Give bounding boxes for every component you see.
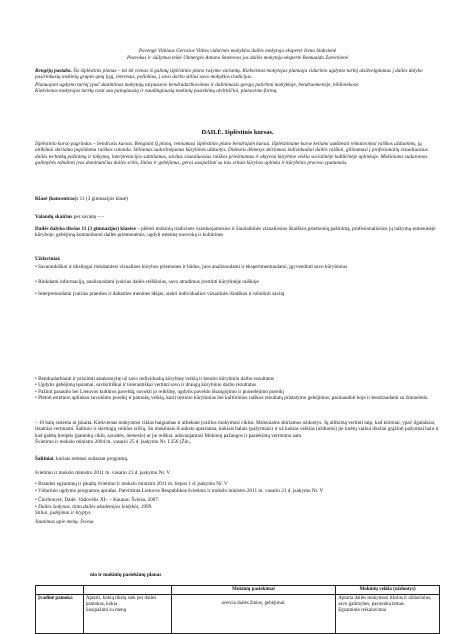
sources-list xyxy=(35,470,440,526)
goal-text: – plėtoti mokinių tradicines vaizduojamosios ir šiuolaikinės vizualiosios išraiškos priemonių pažinimą, profesionaliosios jų taikymą asmeninėje kūryboje, gebėjimą komunikuoti dailės priemonėmis, ugdyti estetinę nuovoką ir kultūrines xyxy=(35,226,436,239)
header-line-2: Pozvokas ir siūlymus teikė Ukmergės Antano Smetonos jos dailės mokytoja ekspertė Romualda Zareckienė xyxy=(126,55,349,61)
task-item: • Savarankiškai ir tikslingai rinkdamiesi vizualines kūrybos priemones ir būdus, juos analizuodami ir eksperimentuodami, įgyvendinti savo kūrybinius xyxy=(35,264,348,270)
class-value: 11 (3 gimnazijos klasė) xyxy=(78,196,129,202)
hours-value: per savaitę – – xyxy=(72,214,104,220)
tasks-title: Uždaviniai: xyxy=(35,256,61,262)
source-item: Stiliai, judėjimai ir kryptys xyxy=(35,510,91,517)
source-item: • Čiurlionytė, Dailė. Vadovėlis XI– – Kaunas: Šviesa, 2007. xyxy=(35,497,160,504)
task-item: • Ugdytis gebėjimą tęsiamai, savikritiškai ir tolerantiškai vertinti savo ir draugų kūrybinio darbo rezultatus xyxy=(35,382,257,389)
task-item: • Plėtoti estetinio aplinkos suvokimo poreikį ir pamokų veiklą, kurti tęstinio kūrybinius bei kultūrinius raiškos rezultatų pristatymo gebėjimus, pasinaudoti koje ir bendraudami su žmonėmis. xyxy=(35,395,429,402)
hours-label: Valandų skaičius xyxy=(35,214,73,220)
table-cell: avercia dailės žinios, gebėjimai. xyxy=(171,595,336,634)
table-header-cell: Mokinių pasiekimai xyxy=(171,586,336,595)
table-cell: Aptarti, kokių tikslų siek per dailės pamokas, kokia Susipažinti su menų xyxy=(83,595,171,634)
assessment-note xyxy=(35,420,440,446)
table-header-cell: Mokinių veikla (užduotys) xyxy=(336,586,440,595)
intro-lead: Rengėjų pastaba. xyxy=(35,68,72,74)
header-line-1: Pavengė Vilniaus Gerosios Vilties vidurinės mokyklos dailės mokytoja ekspertė Irena Stakvienė xyxy=(138,48,337,54)
goal-paragraph xyxy=(35,226,440,239)
sources-title: Šaltiniai xyxy=(35,456,54,462)
assessment-text: – 10 balų sistema ar įskaita. Kiekvienas mokymosi ciklas baigiamas ir atliekant įvairius mokymosi ciklus. Mokiniams skiriamos užduotys. Jų atlikimą vertinti taip, kad kūriniai, ypač ilgalaikiai, išsamiai vertinami. Šaltinio ir skirtingų veiklos sričių. Su mokiniais iš anksto aptariama, kokiais balais (pažymiais) ir už kokias veiklas (užduotis) jie turėtų vaikui tiksliai grąžinti pažymiai balu ir kad galėtų kreiptis (pamokų ciklo, savaitės, mėnesio) ar jie reiškia. adavaujamasi Mokinių pažangos ir pasiekimų vertinimo sam xyxy=(35,420,439,439)
source-item: • Dailės žodynas. tinta dailės akademijos leidykla, 1999. xyxy=(35,503,153,510)
table-row xyxy=(36,595,440,634)
assessment-text-2: Švietimo ir mokslo ministro 2004 m. vasario 25 d. įsakymu Nr. I 256 (Žin., xyxy=(35,439,192,446)
table-header-cell xyxy=(36,586,84,595)
class-line xyxy=(35,196,440,202)
table-header-row xyxy=(36,586,440,595)
source-item: švietimo ir mokslo ministro 2011 m. vasario 21 d. įsakymu Nr. V xyxy=(35,470,171,476)
plan-table xyxy=(35,585,440,634)
course-title: DAILĖ. Išplėstinis kursas. xyxy=(201,129,274,136)
sources-block xyxy=(35,456,440,462)
goal-lead: Dailės dalyko tikslas 11 (3 gimnazijos) klasėse xyxy=(35,226,136,232)
table-cell: Aptaria dailės mokymosi tikslus ir uždavinius, savo galimybes, pasirenka temas. Egzaminio reikalavimai xyxy=(336,595,440,634)
hours-line xyxy=(35,214,440,220)
intro-paragraph xyxy=(35,68,440,95)
tasks-list-2 xyxy=(35,376,440,402)
plan-title: nio ir mokinių pasiekimų planas xyxy=(90,572,162,578)
task-item: • Interpretuodami įvairias praeities ir dabarties menines idėjas, siekti individualios vizualinės išraiškos ir tobulinti savitą xyxy=(35,290,285,297)
source-item: Jaunimas apie meną. Šviesa xyxy=(35,519,94,526)
source-item: • Brandos egzaminų ir įskaitų švietimo ir mokslo ministro 2011 m. liepos 1 d. įsakymu Nr. V xyxy=(35,481,228,488)
tasks-list xyxy=(35,264,440,297)
sources-intro: , kuriais remtasi sudarant programą. xyxy=(53,456,129,462)
task-item: • Bendradarbiauti ir prisiimti atsakomybę už savo individualią kūrybinę veiklą ir bendro kūrybinio darbo rezultatus xyxy=(35,376,274,382)
task-item: • Pažinti pasaulio bei Lietuvos kultūros paveldą, suvokti jo reikšmę, ugdytis paveldo išsaugojimo ir puoselėjimo poreikį xyxy=(35,388,284,395)
task-item: • Rinkdami informaciją, analizuodami įvairius dailės reiškinius, savo atradimus įvertinti kūrybinėje raiškoje xyxy=(35,279,259,286)
source-item: • Vidurinio ugdymo programos aprašas. Patvirtinta Lietuvos Respublikos švietimo ir mokslo ministro 2011 m. vasario 21 d. įsakymu Nr. V xyxy=(35,487,324,494)
course-description: Išplėstinio kurso pagrindas – bendrasis kursas. Rengiant šį planą, remiamasi išplėstinio plano bendrajam kursui. Išplėstiniame kurse keliami aukštesni reikalavimai raiškos užduotims, jų atlikimui skiriama papildoma raiškos valanda. Stiliamas sudarinėjamas kūrybinės užduotys. Didesnis dėmesys skiriamas individualiai dailės raiškai, gilinamasi į profesionalių vizualiuosius dailės technikų pažinimą ir taikymą, interpretacijos subtilumus, savitus vizualiuosius raiškos priešinamus ir aktyviai kūrybine veikla socialinėje kultūrinėje aplinkoje. Mokiniams sudaromos galimybės tobulinti jvas dominančias dailės sritis, žinias ir gebėjimus, gerai susipažinti su tais sritais kūrybos aplinka ir kūrybinio proceso ypatumais. xyxy=(35,141,428,167)
intro-text-1: Šis išplėstinis planas – tai tik vienas iš galimų išplėstinio plano rašymo variantų. Kiekvienas mokytojas planuoja vidurinio ugdymo turinį atsižvelgdamas į dailės dalyko pasirinkusių mokinių grupės ųmą lygį, interesus, polinkius, į savo darbo stilius savo mokyklos tradicijas. xyxy=(35,68,423,81)
intro-text-3: Kiekvienas mokytojas turėtų rasti sau patogiausią ir naudingiausią mokinių pasiekimų atvirkščiai, planavimo formą. xyxy=(35,88,278,95)
table-header-cell xyxy=(83,586,171,595)
intro-text-2: Planuojant ugdymo turinį ypač skatintinas mokytojų tarpusavio bendradarbiavimas ir dalinimasis gerąja patirtimi mokykloje, bendruomenėje, bibliotekose. xyxy=(35,81,360,88)
table-cell: Įvadinė pamoka xyxy=(36,595,84,634)
class-label: Klasė (koncentras): xyxy=(35,196,79,202)
